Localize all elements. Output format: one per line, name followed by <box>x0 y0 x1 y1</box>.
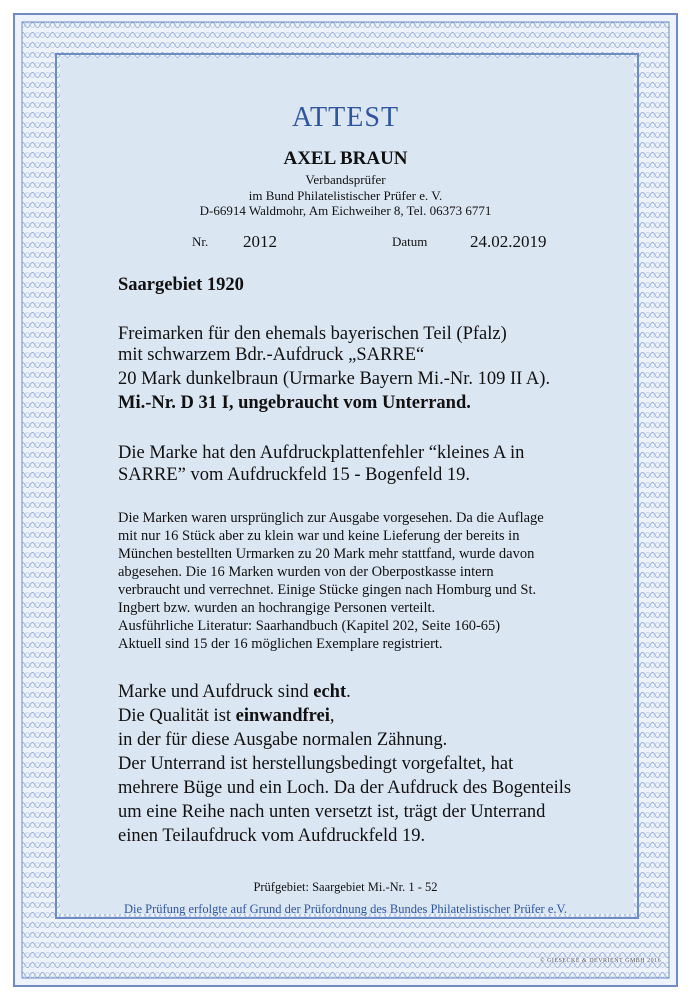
error-note-line-2: SARRE” vom Aufdruckfeld 15 - Bogenfeld 19. <box>118 465 470 485</box>
verdict-line-3: in der für diese Ausgabe normalen Zähnung. <box>118 730 448 750</box>
history-line-5: verbraucht und verrechnet. Einige Stücke gingen nach Homburg und St. <box>118 582 537 598</box>
certificate-title: ATTEST <box>291 102 400 133</box>
history-line-6: Ingbert bzw. wurden an hochrangige Personen verteilt. <box>118 600 436 616</box>
history-line-1: Die Marken waren ursprünglich zur Ausgabe vorgesehen. Da die Auflage <box>118 510 544 526</box>
verdict-line-2: Die Qualität ist einwandfrei, <box>118 706 335 726</box>
description-line-2: mit schwarzem Bdr.-Aufdruck „SARRE“ <box>118 345 425 365</box>
verdict-line-6: um eine Reihe nach unten versetzt ist, trägt der Unterrand <box>118 802 546 822</box>
number-value: 2012 <box>243 232 277 251</box>
description-line-1: Freimarken für den ehemals bayerischen Teil (Pfalz) <box>118 324 507 344</box>
number-label: Nr. <box>192 234 209 249</box>
examiner-association: im Bund Philatelistischer Prüfer e. V. <box>248 188 443 203</box>
date-value: 24.02.2019 <box>470 232 547 251</box>
examiner-name: AXEL BRAUN <box>283 148 408 169</box>
examiner-address: D-66914 Waldmohr, Am Eichweiher 8, Tel. 06373 6771 <box>199 203 492 218</box>
stamp-area-heading: Saargebiet 1920 <box>118 275 244 295</box>
examination-rules: Die Prüfung erfolgte auf Grund der Prüfordnung des Bundes Philatelistischer Prüfer e.V. <box>123 902 568 916</box>
history-line-8: Aktuell sind 15 der 16 möglichen Exemplare registriert. <box>118 636 443 652</box>
verdict-line-1: Marke und Aufdruck sind echt. <box>118 682 351 702</box>
error-note-line-1: Die Marke hat den Aufdruckplattenfehler “kleines A in <box>118 443 525 463</box>
history-line-4: abgesehen. Die 16 Marken wurden von der Oberpostkasse intern <box>118 564 494 580</box>
verdict-quality: einwandfrei <box>235 706 330 726</box>
date-label: Datum <box>392 234 428 249</box>
verdict-genuine: echt <box>313 682 347 702</box>
examination-area: Prüfgebiet: Saargebiet Mi.-Nr. 1 - 52 <box>253 880 438 894</box>
description-line-3: 20 Mark dunkelbraun (Urmarke Bayern Mi.-Nr. 109 II A). <box>118 369 551 389</box>
examiner-role: Verbandsprüfer <box>305 172 386 187</box>
printer-imprint: © GIESECKE & DEVRIENT GMBH 2016 <box>540 958 662 964</box>
catalog-number-line: Mi.-Nr. D 31 I, ungebraucht vom Unterrand. <box>118 393 471 413</box>
history-line-2: mit nur 16 Stück aber zu klein war und keine Lieferung der bereits in <box>118 528 520 544</box>
verdict-line-4: Der Unterrand ist herstellungsbedingt vorgefaltet, hat <box>118 754 514 774</box>
verdict-line-5: mehrere Büge und ein Loch. Da der Aufdruck des Bogenteils <box>118 778 572 798</box>
history-line-3: München bestellten Urmarken zu 20 Mark mehr stattfand, wurde davon <box>118 546 535 562</box>
history-line-7: Ausführliche Literatur: Saarhandbuch (Kapitel 202, Seite 160-65) <box>118 618 501 634</box>
verdict-line-7: einen Teilaufdruck vom Aufdruckfeld 19. <box>118 826 426 846</box>
